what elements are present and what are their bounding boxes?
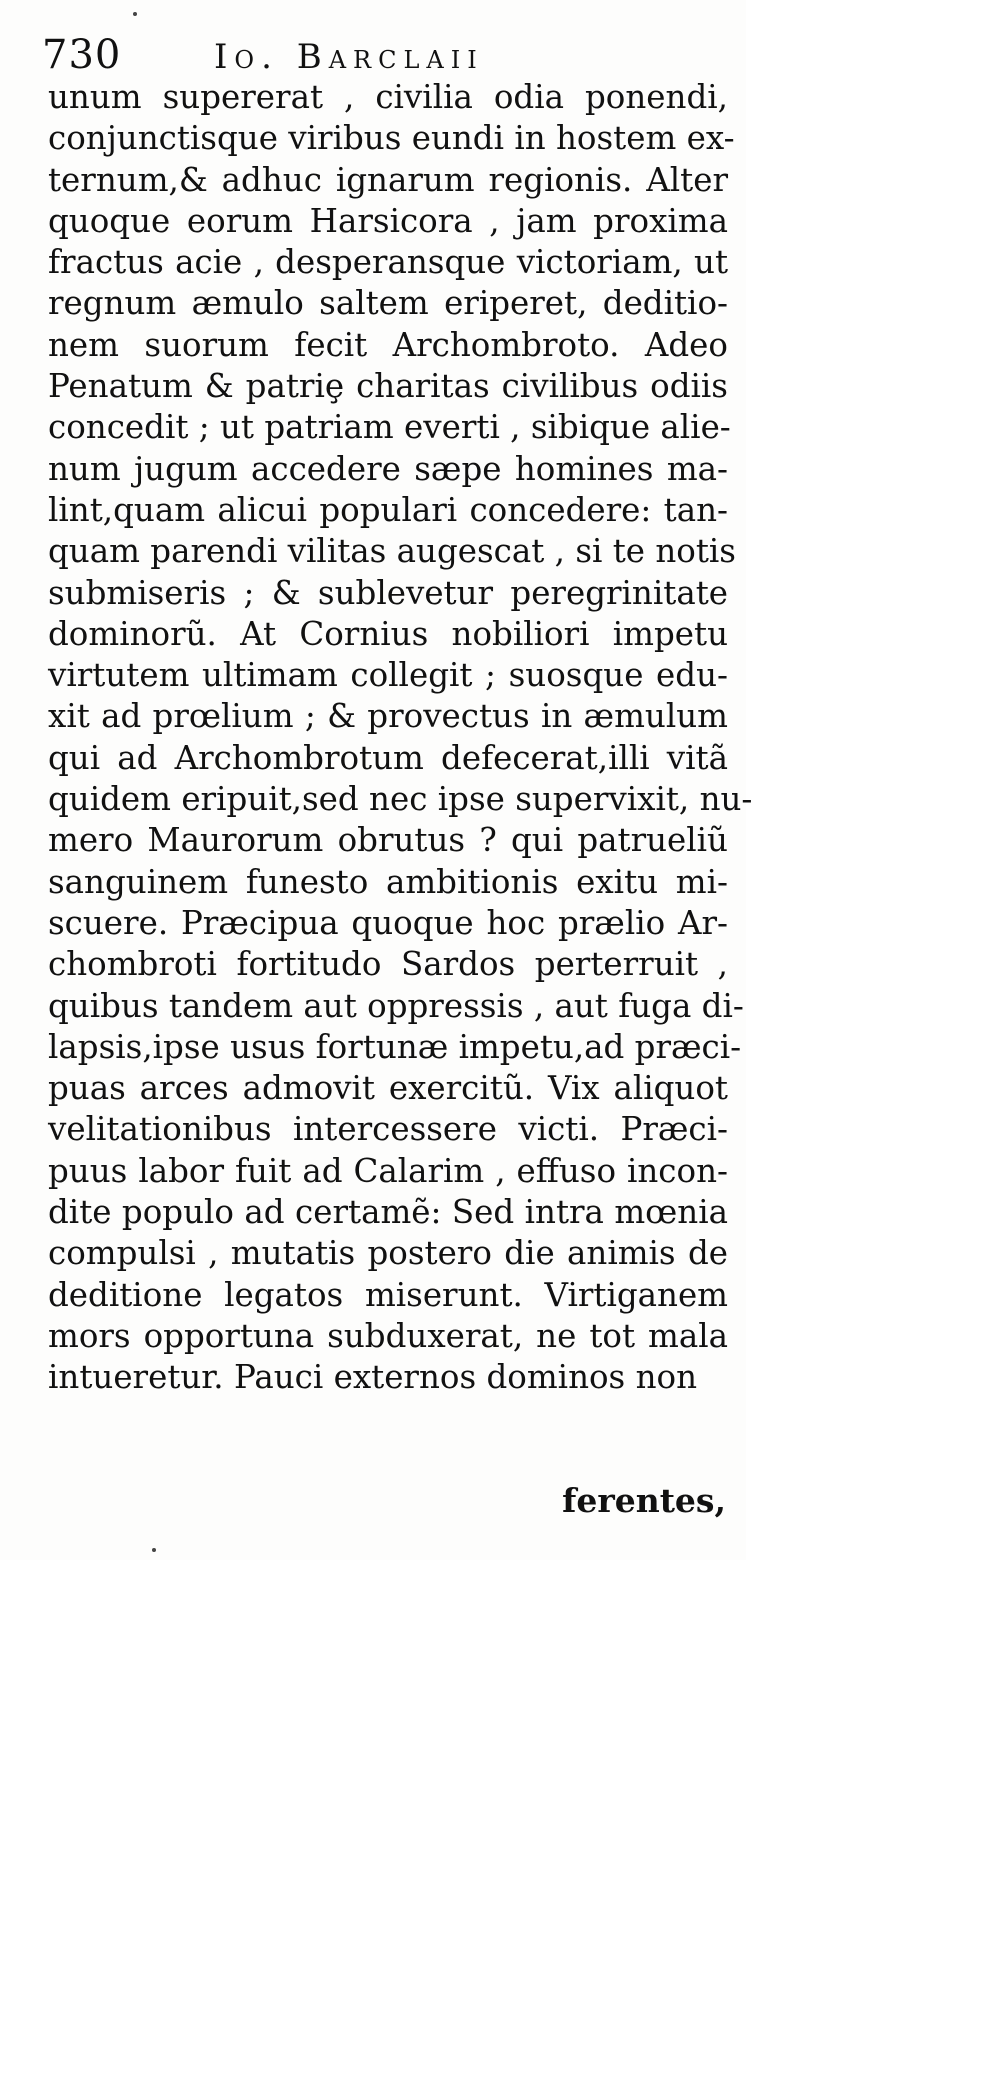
body-text xyxy=(48,77,753,1399)
text-line: nem suorum fecit Archombroto. Adeo xyxy=(48,325,728,364)
text-line: xit ad prœlium ; & provectus in æmulum xyxy=(48,697,728,736)
catchword: ferentes, xyxy=(562,1481,726,1520)
text-line: Penatum & patriȩ charitas civilibus odiis xyxy=(48,367,728,406)
text-line: fractus acie , desperansque victoriam, ut xyxy=(48,243,728,282)
text-line: mors opportuna subduxerat, ne tot mala xyxy=(48,1316,728,1355)
text-line: num jugum accedere sæpe homines ma- xyxy=(48,449,728,488)
ink-speck xyxy=(152,1548,156,1552)
text-line: scuere. Præcipua quoque hoc prælio Ar- xyxy=(48,903,728,942)
text-line: puus labor fuit ad Calarim , effuso incon- xyxy=(48,1151,728,1190)
text-line: chombroti fortitudo Sardos perterruit , xyxy=(48,945,728,984)
text-line: compulsi , mutatis postero die animis de xyxy=(48,1234,728,1273)
running-head: Io. Barclaii xyxy=(214,37,484,77)
text-line: ternum,& adhuc ignarum regionis. Alter xyxy=(48,160,728,199)
text-line: regnum æmulo saltem eriperet, deditio- xyxy=(48,284,728,323)
page-header xyxy=(42,20,722,80)
text-line: submiseris ; & sublevetur peregrinitate xyxy=(48,573,728,612)
text-line: quidem eripuit,sed nec ipse supervixit, nu- xyxy=(48,780,753,819)
text-line: conjunctisque viribus eundi in hostem ex- xyxy=(48,119,735,158)
text-line: lint,quam alicui populari concedere: tan- xyxy=(48,490,728,529)
text-line: intueretur. Pauci externos dominos non xyxy=(48,1358,698,1397)
text-line: mero Maurorum obrutus ? qui patrueliũ xyxy=(48,821,728,860)
text-line: quam parendi vilitas augescat , si te notis xyxy=(48,532,736,571)
text-line: concedit ; ut patriam everti , sibique alie- xyxy=(48,408,731,447)
text-line: unum supererat , civilia odia ponendi, xyxy=(48,78,728,116)
ink-speck xyxy=(133,12,137,16)
text-line: lapsis,ipse usus fortunæ impetu,ad præci- xyxy=(48,1027,742,1066)
text-line: sanguinem funesto ambitionis exitu mi- xyxy=(48,862,728,901)
page-number: 730 xyxy=(42,32,122,78)
text-line: velitationibus intercessere victi. Præci- xyxy=(48,1110,728,1149)
text-line: dominorũ. At Cornius nobiliori impetu xyxy=(48,614,728,653)
text-line: dite populo ad certamẽ: Sed intra mœnia xyxy=(48,1193,728,1232)
text-line: qui ad Archombrotum defecerat,illi vitã xyxy=(48,738,728,777)
text-line: quoque eorum Harsicora , jam proxima xyxy=(48,201,728,240)
text-line: quibus tandem aut oppressis , aut fuga di- xyxy=(48,986,744,1025)
text-line: virtutem ultimam collegit ; suosque edu- xyxy=(48,656,728,695)
text-line: deditione legatos miserunt. Virtiganem xyxy=(48,1275,728,1314)
text-line: puas arces admovit exercitũ. Vix aliquot xyxy=(48,1069,728,1108)
